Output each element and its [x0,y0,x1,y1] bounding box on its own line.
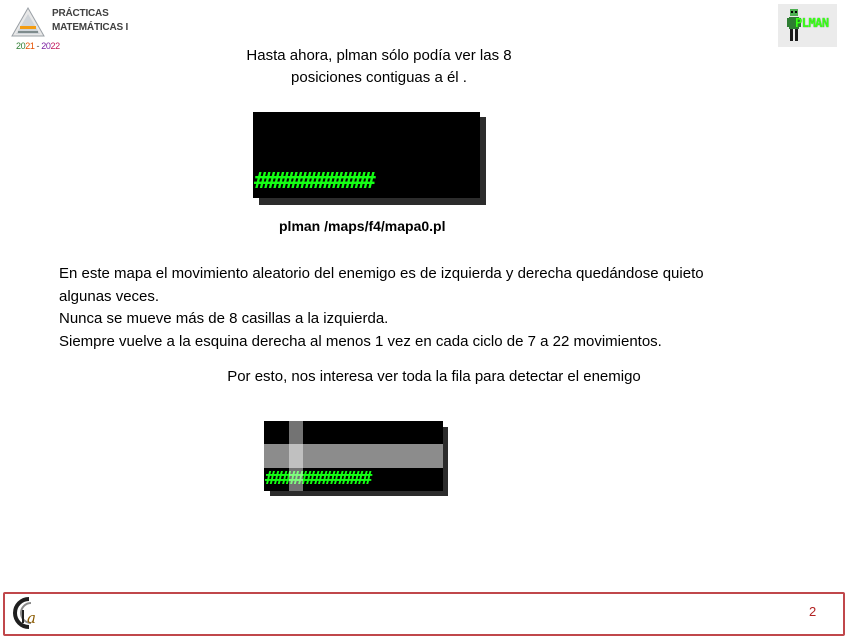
map-terminal [253,112,480,198]
paragraph-line: Siempre vuelve a la esquina derecha al menos 1 vez en cada ciclo de 7 a 22 movimientos. [59,332,662,350]
academic-year [16,41,60,51]
page-number: 2 [809,604,817,619]
svg-text:a: a [27,609,36,627]
year-part: 20 [16,41,26,51]
triangle-logo-icon [10,6,46,38]
map-wall-row: ############# [265,468,370,489]
intro-line: posiciones contiguas a él . [291,69,467,86]
course-title [52,7,128,35]
column-highlight [289,421,303,491]
year-part: - [34,41,42,51]
paragraph-line: En este mapa el movimiento aleatorio del enemigo es de izquierda y derecha quedándose quieto [59,265,704,282]
conclusion-text: Por esto, nos interesa ver toda la fila para detectar el enemigo [227,368,641,385]
paragraph-line: algunas veces. [59,287,160,305]
intro-text [190,45,568,89]
description-paragraph [59,263,829,353]
course-title-line2: MATEMÁTICAS I [52,22,129,33]
year-part: 20 [41,41,51,51]
intro-line: Hasta ahora, plman sólo podía ver las 8 [246,47,512,64]
ia-logo-icon [9,596,45,630]
map-caption: plman /maps/f4/mapa0.pl [279,218,446,234]
map-wall-row: ############# [254,169,372,194]
paragraph-line: Nunca se mueve más de 8 casillas a la izquierda. [59,310,389,327]
footer-bar [3,592,845,636]
plman-logo-text: PLMAN [795,16,829,30]
year-part: 22 [50,41,60,51]
plman-logo [778,4,837,47]
course-title-line1: PRÁCTICAS [52,8,109,19]
year-part: 21 [25,41,35,51]
